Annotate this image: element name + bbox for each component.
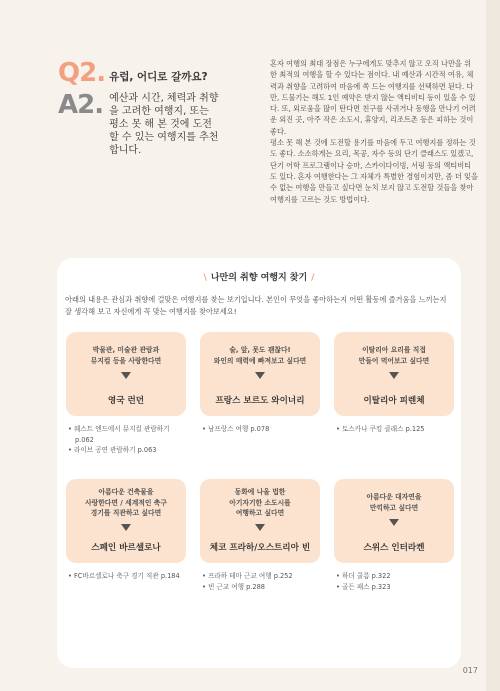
- card-destination: 영국 런던: [107, 396, 145, 406]
- panel-intro: 아래의 내용은 관심과 취향에 걸맞은 여행지를 찾는 보기입니다. 본인이 무엇을 좋아하는지 어떤 활동에 즐거움을 느끼는지 잘 생각해 보고 자신에게 꼭 맞는 여행지를 찾아보세요!: [65, 295, 447, 316]
- card-destination: 프랑스 보르도 와이너리: [215, 396, 305, 406]
- card-destination: 스페인 바르셀로나: [91, 543, 161, 553]
- card-destination: 체코 프라하/오스트리아 빈: [209, 543, 311, 553]
- destination-card: [66, 332, 186, 416]
- card-question: 아름다운 건축물을 사랑한다면 / 세계적인 축구 경기를 직관하고 싶다면: [85, 488, 167, 517]
- down-arrow-icon: [389, 519, 399, 526]
- answer-text: 예산과 시간, 체력과 취향을 고려한 여행지, 또는 평소 못 해 본 것에 도전할 수 있는 여행지를 추천합니다.: [109, 93, 219, 156]
- list-item: • 남프랑스 여행 p.078: [202, 425, 270, 433]
- card-destination: 스위스 인터라켄: [363, 543, 425, 553]
- card-item-list: [68, 571, 190, 582]
- card-item-list: [202, 571, 324, 592]
- list-item: • FC바르셀로나 축구 경기 직관 p.184: [68, 572, 180, 580]
- panel-title: [57, 270, 461, 283]
- panel-title-text: 나만의 취향 여행지 찾기: [210, 273, 308, 283]
- card-question: 박물관, 미술관 관람과 뮤지컬 등을 사랑한다면: [90, 346, 162, 365]
- card-item-list: [202, 424, 324, 435]
- answer-row: [58, 92, 248, 157]
- body-text: [270, 58, 478, 205]
- card-question: 이탈리아 요리를 직접 만들어 먹어보고 싶다면: [358, 346, 430, 365]
- question-row: [58, 60, 248, 86]
- slash-right-icon: /: [311, 273, 315, 283]
- card-question: 술, 앞, 못도 괜찮다! 와인의 매력에 빠져보고 싶다면: [213, 346, 307, 365]
- a-mark: A2.: [58, 90, 104, 120]
- list-item: • 웨스트 엔드에서 뮤지컬 관람하기 p.062: [68, 425, 170, 444]
- down-arrow-icon: [255, 372, 265, 379]
- destination-card: [334, 479, 454, 563]
- destination-card: [66, 479, 186, 563]
- destination-card: [200, 479, 320, 563]
- slash-left-icon: \: [203, 273, 207, 283]
- q-mark: Q2.: [58, 58, 106, 88]
- down-arrow-icon: [255, 524, 265, 531]
- destination-card: [334, 332, 454, 416]
- question-text: 유럽, 어디로 갈까요?: [109, 71, 208, 83]
- list-item: • 토스카나 쿠킹 클래스 p.125: [336, 425, 425, 433]
- body-paragraph-1: 혼자 여행의 최대 장점은 누구에게도 맞추지 않고 오직 나만을 위한 최적의 여행을 할 수 있다는 점이다. 내 예산과 시간적 여유, 체력과 취향을 고려하여 마음에 쏙 드는 여행지를 선택하면 된다. 다만, 드물기는 해도 1인 예약은 받지 않는 액티비티 등이 있을 수 있다. 또, 외로움을 많이 탄다면 친구를 사귀거나 동행을 만나기 어려운 외진 곳, 아주 작은 소도시, 휴양지, 리조트촌 등은 피하는 것이 좋다.: [270, 59, 476, 136]
- qa-block: [58, 60, 248, 157]
- list-item: • 프라하 테마 근교 여행 p.252: [202, 572, 293, 580]
- card-question: 아름다운 대자연을 만끽하고 싶다면: [366, 493, 422, 512]
- card-item-list: [68, 424, 190, 456]
- card-item-list: [336, 571, 458, 592]
- card-question: 동화에 나올 법한 아기자기한 소도시를 여행하고 싶다면: [229, 488, 291, 517]
- down-arrow-icon: [389, 372, 399, 379]
- destination-card: [200, 332, 320, 416]
- card-item-list: [336, 424, 458, 435]
- list-item: • 하더 쿨름 p.322: [336, 572, 391, 580]
- page-number: 017: [462, 666, 478, 675]
- list-item: • 빈 근교 여행 p.288: [202, 582, 265, 591]
- down-arrow-icon: [121, 524, 131, 531]
- page-edge: [486, 0, 500, 691]
- list-item: • 골든 패스 p.323: [336, 582, 391, 591]
- list-item: • 라이브 공연 관람하기 p.063: [68, 446, 157, 454]
- body-paragraph-2: 평소 못 해 본 것에 도전할 용기를 마음에 두고 여행지를 정하는 것도 좋다. 소소하게는 요리, 목공, 자수 등의 단기 클래스도 있겠고, 단기 어학 프로그램이나 승마, 스카이다이빙, 서핑 등의 액티비티도 있다. 혼자 여행한다는 그 자체가 특별한 경험이지만, 좀 더 잊을 수 없는 여행을 만들고 싶다면 눈치 보지 않고 도전할 것들을 찾아 여행지를 고르는 것도 방법이다.: [270, 138, 478, 204]
- down-arrow-icon: [121, 372, 131, 379]
- taste-panel: [57, 258, 461, 668]
- card-destination: 이탈리아 피렌체: [363, 396, 425, 406]
